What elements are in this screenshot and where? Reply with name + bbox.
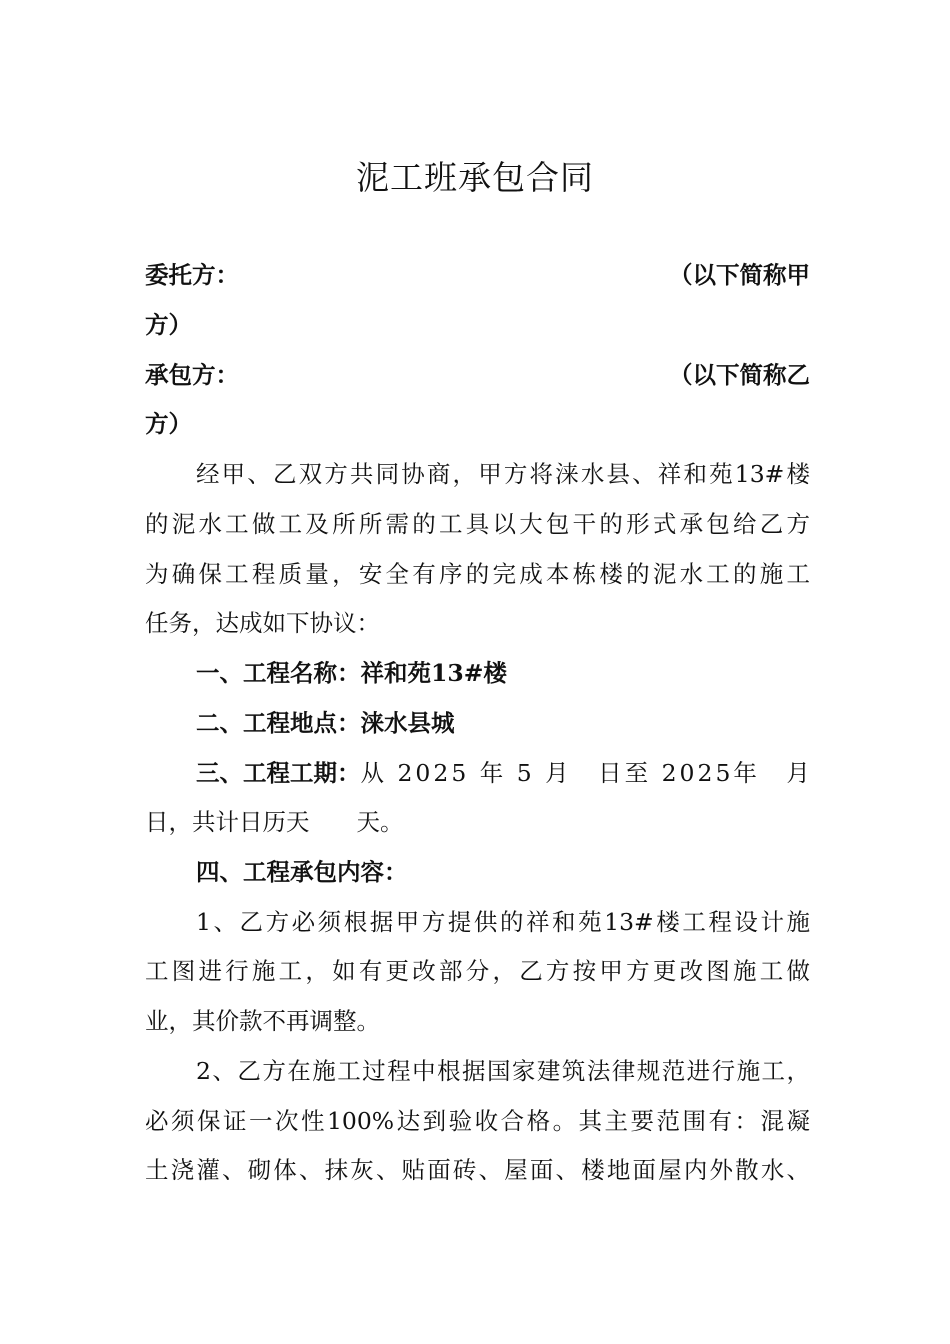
section-3-text-continued: 日，共计日历天 天。 — [145, 808, 404, 836]
party-b-note-end: 方） — [145, 410, 192, 438]
intro-line-1: 经甲、乙双方共同协商，甲方将涞水县、祥和苑13#楼 — [196, 460, 810, 488]
section-4-scope: 四、工程承包内容： — [196, 858, 408, 886]
item-1-line-3: 业，其价款不再调整。 — [145, 1007, 380, 1035]
item-1-line-2: 工图进行施工，如有更改部分，乙方按甲方更改图施工做 — [145, 957, 810, 985]
party-b-note: （以下简称乙 — [669, 361, 810, 389]
section-3-text: 从 2025 年 5 月 日至 2025年 月 — [360, 759, 813, 787]
item-2-line-2: 必须保证一次性100%达到验收合格。其主要范围有：混凝 — [145, 1107, 810, 1135]
party-a-note: （以下简称甲 — [669, 261, 810, 289]
section-2-project-location: 二、工程地点：涞水县城 — [196, 709, 455, 737]
party-a-label: 委托方： — [145, 261, 239, 289]
section-3-project-period — [196, 753, 813, 793]
party-a-note-end: 方） — [145, 311, 192, 339]
item-1-line-1: 1、乙方必须根据甲方提供的祥和苑13#楼工程设计施 — [196, 908, 810, 936]
party-b-line — [145, 355, 810, 395]
item-2-line-1: 2、乙方在施工过程中根据国家建筑法律规范进行施工， — [196, 1057, 810, 1085]
party-a-line — [145, 255, 810, 295]
party-b-label: 承包方： — [145, 361, 239, 389]
intro-line-3: 为确保工程质量，安全有序的完成本栋楼的泥水工的施工 — [145, 560, 810, 588]
section-3-label: 三、工程工期： — [196, 759, 361, 787]
section-1-project-name: 一、工程名称：祥和苑13#楼 — [196, 659, 507, 687]
intro-line-4: 任务，达成如下协议： — [145, 609, 380, 637]
document-title: 泥工班承包合同 — [356, 158, 594, 197]
intro-line-2: 的泥水工做工及所所需的工具以大包干的形式承包给乙方 — [145, 510, 810, 538]
item-2-line-3: 土浇灌、砌体、抹灰、贴面砖、屋面、楼地面屋内外散水、 — [145, 1156, 810, 1184]
